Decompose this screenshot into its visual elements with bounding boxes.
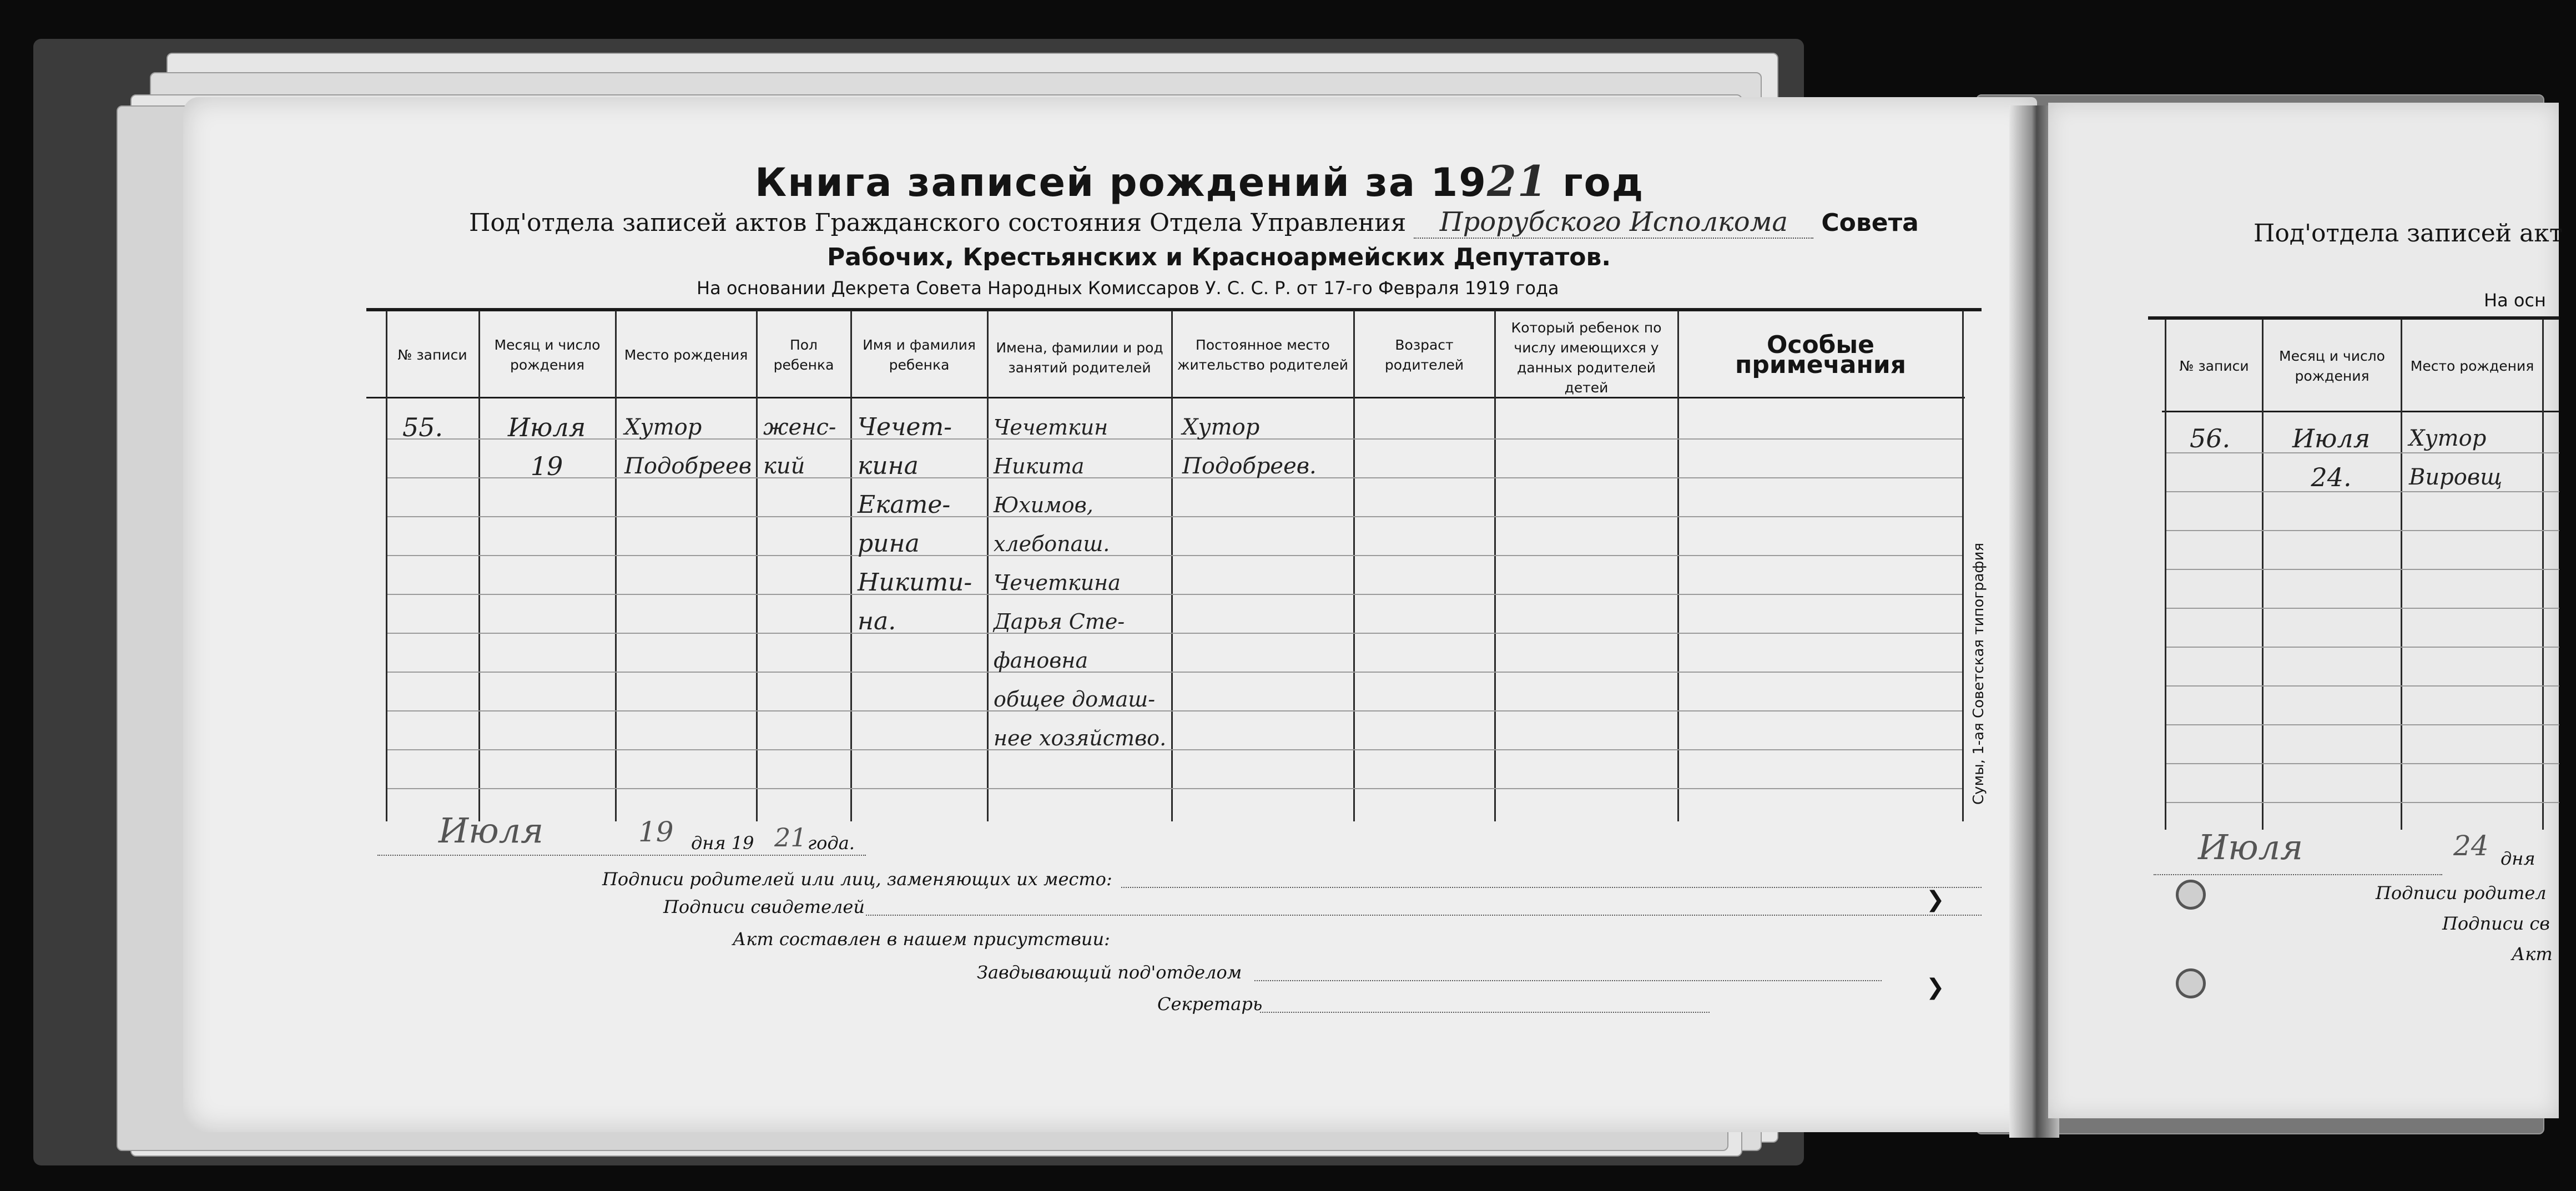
right-row-rule <box>2166 685 2559 687</box>
right-row-rule <box>2166 530 2559 531</box>
act-drawn-label: Акт составлен в нашем присутствии: <box>733 928 1110 950</box>
column-line <box>615 311 617 821</box>
parents-signature-label: Подписи родителей или лиц, заменяющих их место: <box>602 869 1112 890</box>
right-decree-line: На осн <box>2484 290 2546 311</box>
binding-hole-icon <box>2176 880 2206 910</box>
column-line <box>1677 311 1679 821</box>
parents-signature-line <box>1121 887 1982 888</box>
department-line <box>469 206 1919 239</box>
row-rule <box>387 788 1962 789</box>
right-row-rule <box>2166 608 2559 609</box>
row-rule <box>387 477 1962 478</box>
row-rule <box>387 672 1962 673</box>
right-row-rule <box>2166 647 2559 648</box>
row-rule <box>387 594 1962 595</box>
binding-clip-icon: ❯ <box>1926 975 1945 1000</box>
column-line <box>1962 311 1964 821</box>
column-line <box>1171 311 1173 821</box>
binding-hole-icon <box>2176 968 2206 998</box>
right-row-rule <box>2166 802 2559 803</box>
table-header-rule <box>366 397 1965 398</box>
page-title <box>755 157 1644 206</box>
secretary-signature-label: Секретарь <box>1157 993 1263 1015</box>
right-row-rule <box>2166 724 2559 725</box>
department-text: Под'отдела записей актов Гражданского состояния Отдела Управления <box>469 209 1407 237</box>
column-line <box>1494 311 1496 821</box>
date-dotted-line <box>377 855 866 856</box>
header-child-name: Имя и фамилия ребенка <box>863 337 976 373</box>
title-year-handwritten: 21 <box>1486 157 1548 206</box>
department-handwritten: Прорубского Исполкома <box>1414 206 1813 239</box>
right-date-month-handwritten: Июля <box>2198 827 2303 867</box>
right-column-line <box>2165 319 2166 830</box>
header-parents: Имена, фамилии и род занятий родителей <box>996 340 1163 376</box>
right-act-drawn-label: Акт <box>2512 943 2553 965</box>
right-table-top-rule <box>2148 316 2559 320</box>
column-line <box>1353 311 1355 821</box>
entry-sex: женс- кий <box>763 415 836 479</box>
title-text: Книга записей рождений за 19 <box>755 160 1487 205</box>
right-header-birth-place: Место рождения <box>2410 358 2534 374</box>
column-line <box>478 311 480 821</box>
secretary-signature-line <box>1260 1012 1710 1013</box>
column-line <box>850 311 852 821</box>
decree-line: На основании Декрета Совета Народных Комиссаров У. С. С. Р. от 17-го Февраля 1919 года <box>697 277 1559 299</box>
right-table-header-rule <box>2162 411 2559 412</box>
right-parents-signature-label: Подписи родител <box>2376 882 2547 904</box>
row-rule <box>387 710 1962 711</box>
row-rule <box>387 438 1962 440</box>
header-child-order: Который ребенок по числу имеющихся у данных родителей детей <box>1511 320 1662 396</box>
right-column-line <box>2401 319 2402 830</box>
header-parents-age: Возраст родителей <box>1384 337 1464 373</box>
right-column-line <box>2542 319 2544 830</box>
head-signature-line <box>1254 980 1882 981</box>
date-day-handwritten: 19 <box>638 816 674 848</box>
witnesses-signature-label: Подписи свидетелей <box>663 896 865 917</box>
witnesses-signature-line <box>866 915 1982 916</box>
right-row-rule <box>2166 569 2559 570</box>
header-birth-place: Место рождения <box>624 347 748 363</box>
column-line <box>756 311 758 821</box>
printer-note: Сумы, 1-ая Советская типография <box>1970 542 1987 805</box>
header-sex: Пол ребенка <box>773 337 834 373</box>
table-top-rule <box>366 308 1982 311</box>
row-rule <box>387 555 1962 556</box>
entry-residence: Хутор Подобреев. <box>1182 415 1317 479</box>
column-line <box>987 311 989 821</box>
date-year-handwritten: 21 <box>774 822 807 852</box>
right-header-birth-date: Месяц и число рождения <box>2279 348 2385 384</box>
right-row-rule <box>2166 763 2559 764</box>
date-year-label: года. <box>808 832 855 854</box>
right-date-day-label: дня <box>2501 848 2535 869</box>
department-suffix: Совета <box>1821 209 1919 237</box>
right-entry-birth-date: Июля 24. <box>2292 423 2371 492</box>
council-line: Рабочих, Крестьянских и Красноармейских Депутатов. <box>827 243 1611 271</box>
row-rule <box>387 749 1962 750</box>
date-day-label: дня 19 <box>691 832 754 854</box>
right-entry-number: 56. <box>2190 423 2231 453</box>
title-suffix: год <box>1562 160 1645 205</box>
header-entry-number: № записи <box>397 347 467 363</box>
header-birth-date: Месяц и число рождения <box>494 337 601 373</box>
row-rule <box>387 633 1962 634</box>
entry-birth-place: Хутор Подобреев <box>624 415 752 479</box>
entry-birth-date: Июля 19 <box>507 412 586 481</box>
right-date-dotted-line <box>2154 874 2442 875</box>
right-column-line <box>2262 319 2264 830</box>
right-header-entry-number: № записи <box>2179 358 2249 374</box>
entry-parents: Чечеткин Никита Юхимов, хлебопаш. Чечеткина Дарья Сте- фановна общее домаш- нее хозяйство. <box>994 415 1167 750</box>
header-residence: Постоянное место жительство родителей <box>1177 337 1348 373</box>
head-signature-label: Завдывающий под'отделом <box>977 962 1242 983</box>
right-page <box>2048 103 2559 1118</box>
date-month-handwritten: Июля <box>438 810 544 851</box>
header-notes: Особые примечания <box>1735 331 1906 379</box>
entry-number: 55. <box>402 412 443 442</box>
right-entry-birth-place: Хутор Вировщ <box>2409 426 2503 490</box>
entry-child-name: Чечет- кина Екате- рина Никити- на. <box>858 413 972 635</box>
right-department-line: Под'отдела записей акт <box>2254 219 2563 248</box>
row-rule <box>387 516 1962 517</box>
right-witnesses-signature-label: Подписи св <box>2442 913 2550 934</box>
right-date-day-handwritten: 24 <box>2453 830 2489 862</box>
binding-clip-icon: ❯ <box>1926 887 1945 912</box>
